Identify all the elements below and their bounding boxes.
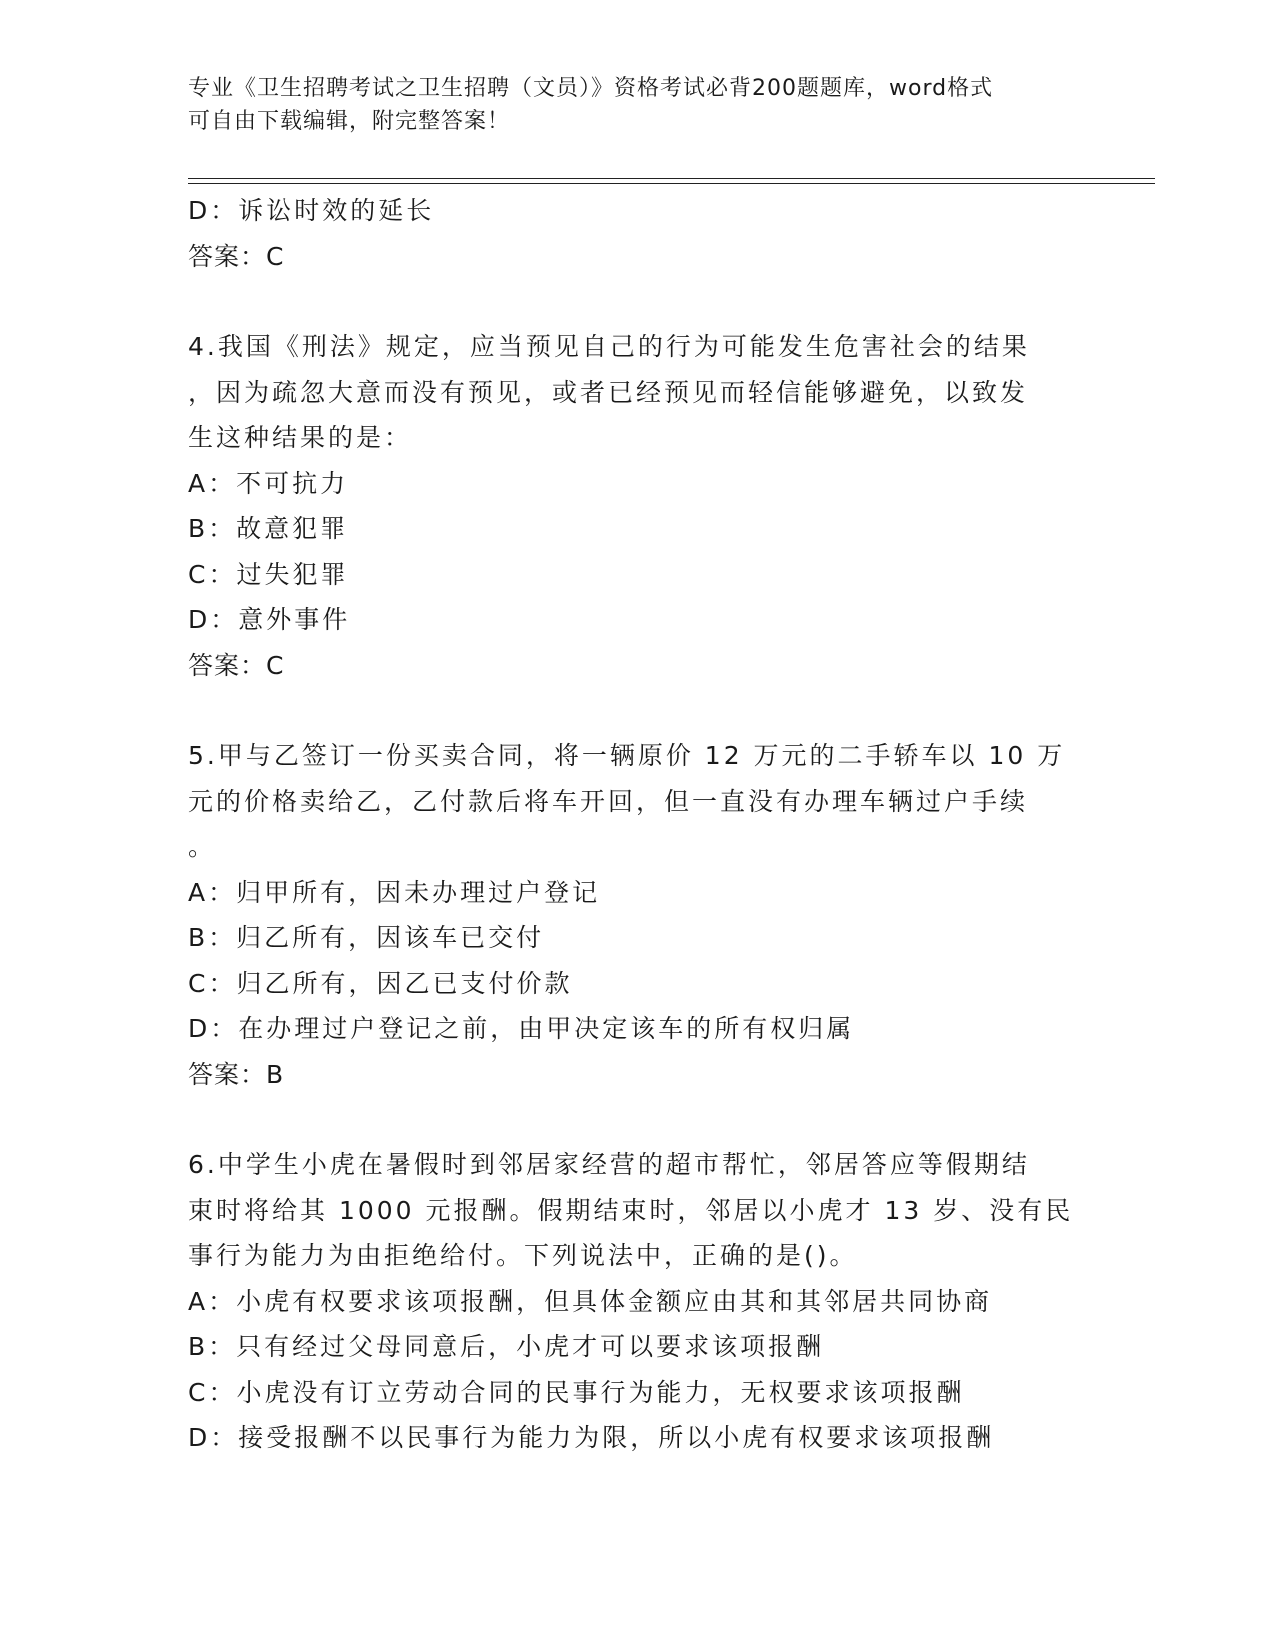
option-b: B：故意犯罪 <box>188 514 349 543</box>
option-c: C：归乙所有，因乙已支付价款 <box>188 968 573 998</box>
option-a: A：小虎有权要求该项报酬，但具体金额应由其和其邻居共同协商 <box>188 1286 993 1316</box>
header-line-2: 可自由下载编辑，附完整答案！ <box>188 109 511 134</box>
question-stem-line: 元的价格卖给乙，乙付款后将车开回，但一直没有办理车辆过户手续 <box>188 786 1029 816</box>
spacer <box>188 1097 1068 1142</box>
question-stem-line: 束时将给其 1000 元报酬。假期结束时，邻居以小虎才 13 岁、没有民 <box>188 1195 1074 1225</box>
option-b: B：只有经过父母同意后，小虎才可以要求该项报酬 <box>188 1332 825 1361</box>
question-4 <box>188 324 1068 688</box>
option-c: C：过失犯罪 <box>188 559 349 589</box>
option-d: D：意外事件 <box>188 605 351 634</box>
question-stem-line: 5.甲与乙签订一份买卖合同，将一辆原价 12 万元的二手轿车以 10 万 <box>188 741 1066 770</box>
question-5 <box>188 733 1068 1097</box>
question-stem-line: 6.中学生小虎在暑假时到邻居家经营的超市帮忙，邻居答应等假期结 <box>188 1150 1030 1179</box>
prev-question-tail <box>188 188 1068 279</box>
header-rule-top <box>188 178 1155 179</box>
option-d: D：接受报酬不以民事行为能力为限，所以小虎有权要求该项报酬 <box>188 1423 995 1452</box>
option-d: D：在办理过户登记之前，由甲决定该车的所有权归属 <box>188 1014 855 1043</box>
option-a: A：归甲所有，因未办理过户登记 <box>188 877 601 907</box>
header-line-1: 专业《卫生招聘考试之卫生招聘（文员）》资格考试必背200题题库，word格式 <box>188 76 994 101</box>
option-a: A：不可抗力 <box>188 468 349 498</box>
question-stem-line: 。 <box>188 832 217 861</box>
spacer <box>188 688 1068 733</box>
spacer <box>188 279 1068 324</box>
question-stem-line: 4.我国《刑法》规定，应当预见自己的行为可能发生危害社会的结果 <box>188 332 1030 361</box>
question-6 <box>188 1142 1074 1461</box>
option-c: C：小虎没有订立劳动合同的民事行为能力，无权要求该项报酬 <box>188 1377 965 1407</box>
option-d: D：诉讼时效的延长 <box>188 196 435 225</box>
question-stem-line: 生这种结果的是： <box>188 423 413 452</box>
header-rule-bottom <box>188 183 1155 184</box>
question-stem-line: 事行为能力为由拒绝给付。下列说法中，正确的是()。 <box>188 1241 858 1270</box>
answer: 答案：B <box>188 1059 285 1089</box>
document-body <box>188 188 1074 1461</box>
document-header <box>188 72 1088 138</box>
answer: 答案：C <box>188 241 285 271</box>
question-stem-line: ，因为疏忽大意而没有预见，或者已经预见而轻信能够避免，以致发 <box>188 377 1029 407</box>
option-b: B：归乙所有，因该车已交付 <box>188 923 545 952</box>
answer: 答案：C <box>188 650 285 680</box>
